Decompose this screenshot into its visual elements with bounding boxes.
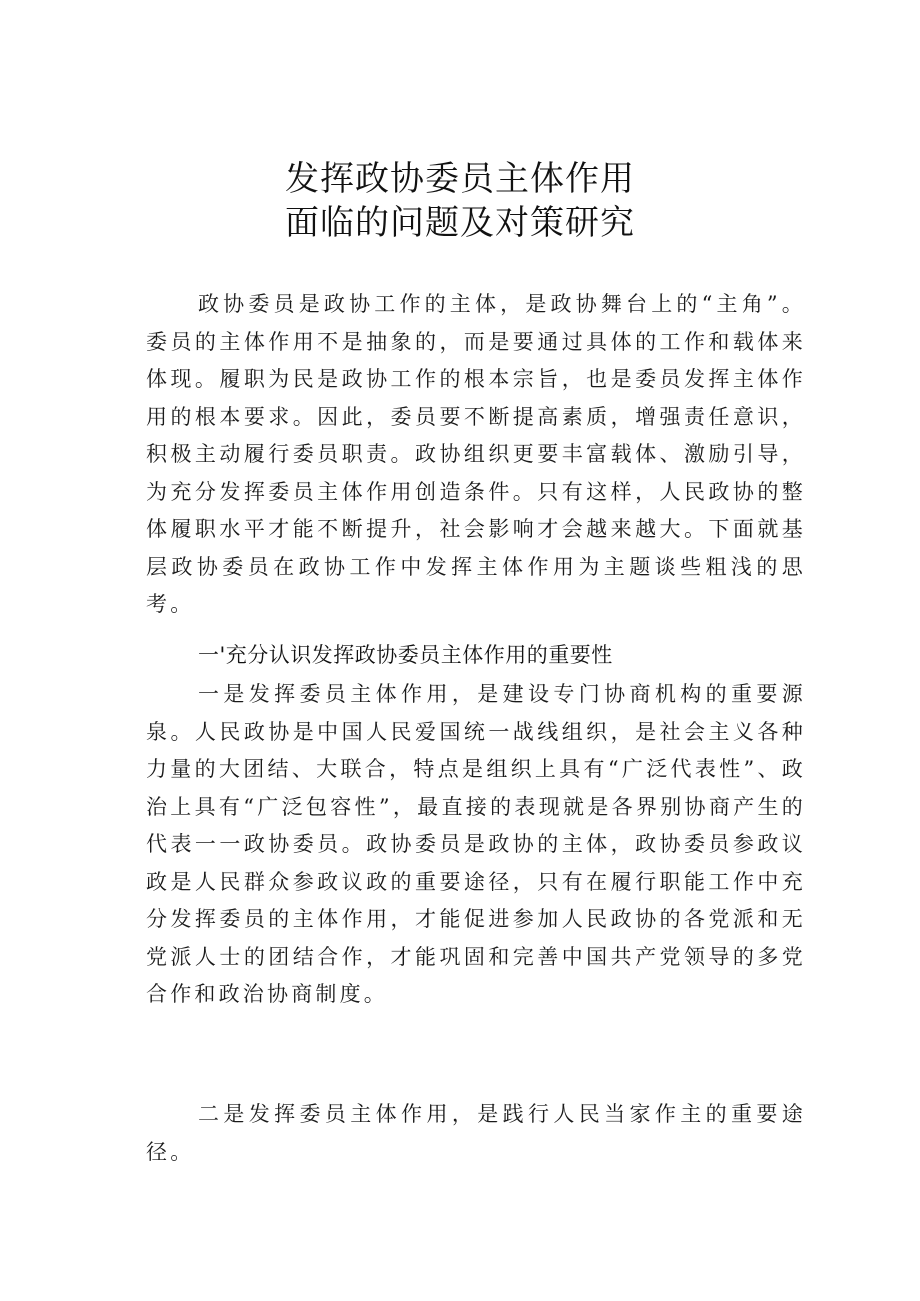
document-title-line-1: 发挥政协委员主体作用 [285, 159, 635, 199]
document-title-line-2: 面临的问题及对策研究 [285, 203, 635, 243]
paragraph-point-one [146, 676, 806, 1014]
paragraph-intro [146, 286, 806, 624]
paragraph-text: 一是发挥委员主体作用，是建设专门协商机构的重要源泉。人民政协是中国人民爱国统一战线组织，是社会主义各种力量的大团结、大联合，特点是组织上具有“广泛代表性”、政治上具有“广泛包容性”，最直接的表现就是各界别协商产生的代表一一政协委员。政协委员是政协的主体，政协委员参政议政是人民群众参政议政的重要途径，只有在履行职能工作中充分发挥委员的主体作用，才能促进参加人民政协的各党派和无党派人士的团结合作，才能巩固和完善中国共产党领导的多党合作和政治协商制度。 [146, 682, 806, 1006]
paragraph-text: 二是发挥委员主体作用，是践行人民当家作主的重要途径。 [146, 1102, 806, 1164]
section-heading: 一'充分认识发挥政协委员主体作用的重要性 [198, 643, 613, 667]
paragraph-text: 政协委员是政协工作的主体，是政协舞台上的“主角”。委员的主体作用不是抽象的，而是要通过具体的工作和载体来体现。履职为民是政协工作的根本宗旨，也是委员发挥主体作用的根本要求。因此，委员要不断提高素质，增强责任意识，积极主动履行委员职责。政协组织更要丰富载体、激励引导，为充分发挥委员主体作用创造条件。只有这样，人民政协的整体履职水平才能不断提升，社会影响才会越来越大。下面就基层政协委员在政协工作中发挥主体作用为主题谈些粗浅的思考。 [146, 292, 806, 616]
paragraph-point-two [146, 1096, 806, 1171]
